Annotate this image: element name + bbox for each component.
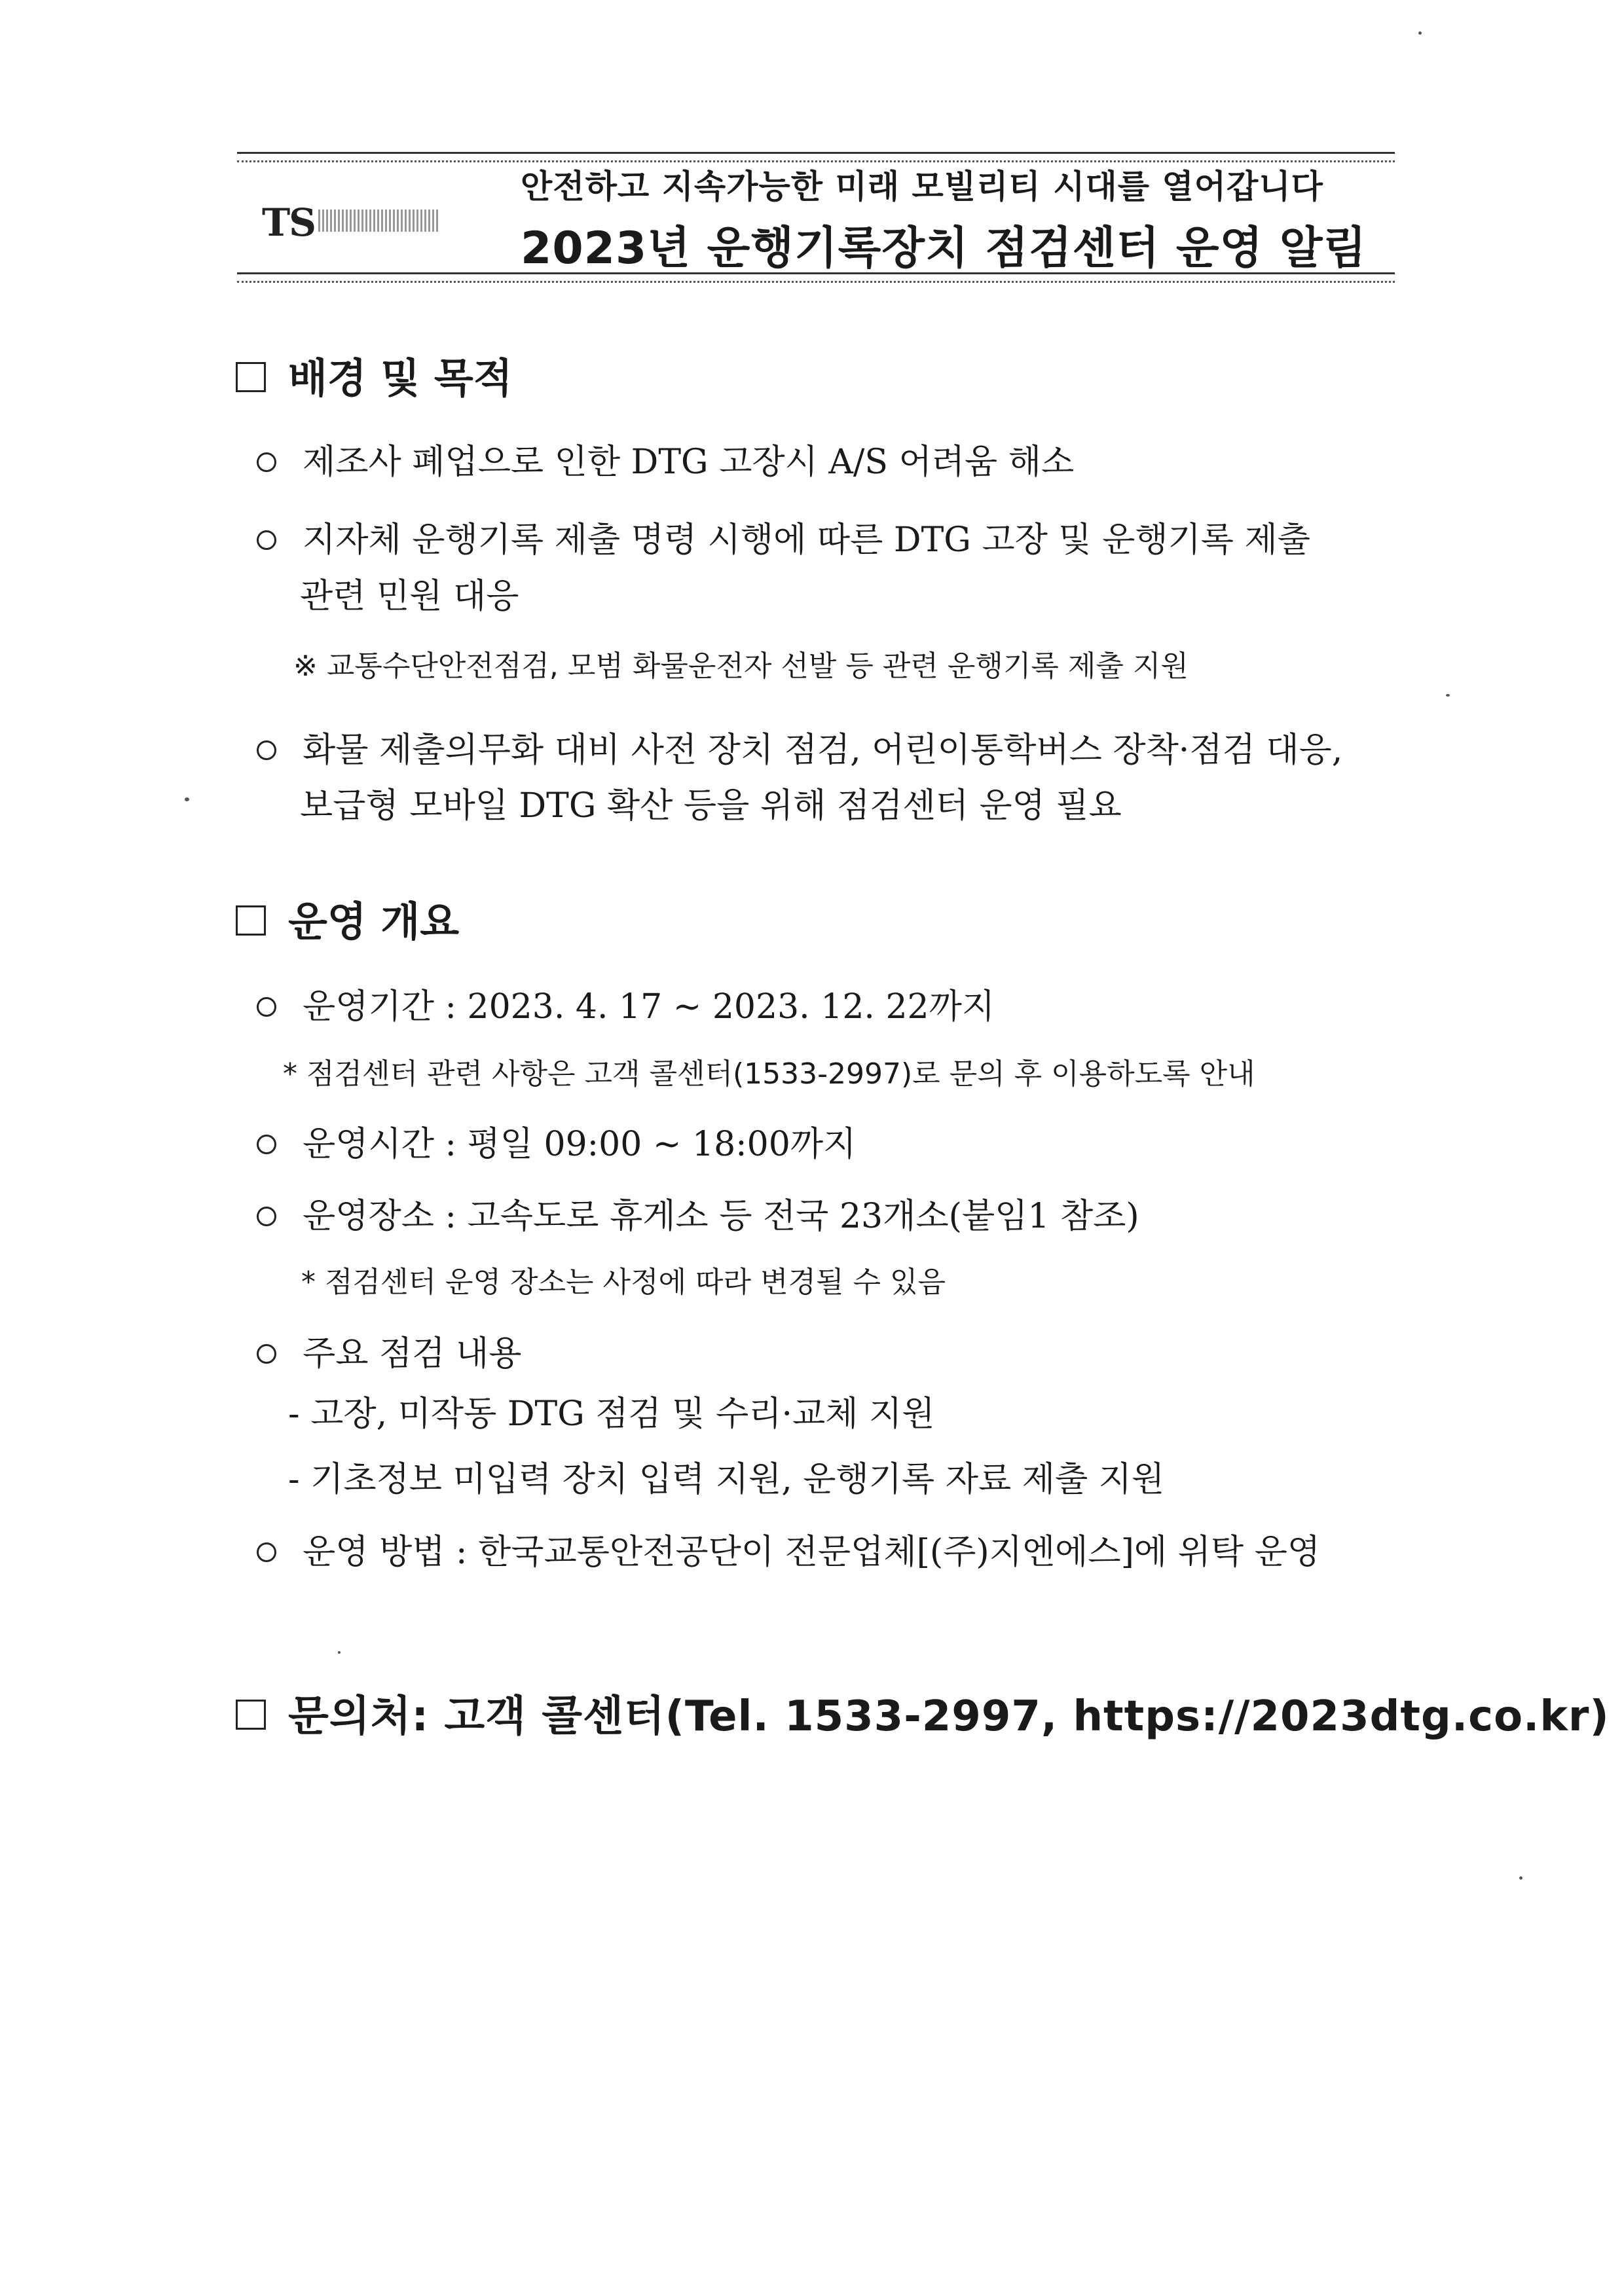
slogan: 안전하고 지속가능한 미래 모빌리티 시대를 열어갑니다	[521, 168, 1323, 206]
circle-bullet-icon	[257, 1344, 276, 1364]
list-item: 운영 방법 : 한국교통안전공단이 전문업체[(주)지엔에스]에 위탁 운영	[257, 1524, 1320, 1573]
section-heading-background: 배경 및 목적	[236, 346, 513, 404]
reference-note: * 점검센터 관련 사항은 고객 콜센터(1533-2997)로 문의 후 이용하도록 안내	[283, 1057, 1255, 1091]
list-item: 화물 제출의무화 대비 사전 장치 점검, 어린이통학버스 장착·점검 대응,	[257, 722, 1342, 771]
reference-note: ※ 교통수단안전점검, 모범 화물운전자 선발 등 관련 운행기록 제출 지원	[293, 649, 1189, 683]
logo-wordmark	[318, 210, 440, 232]
list-item: 운영시간 : 평일 09:00 ~ 18:00까지	[257, 1116, 856, 1165]
contact-line: 문의처: 고객 콜센터(Tel. 1533-2997, https://2023dtg.co.kr)	[236, 1683, 1610, 1743]
circle-bullet-icon	[257, 1135, 276, 1154]
circle-bullet-icon	[257, 740, 276, 760]
ts-logo	[262, 200, 445, 245]
list-item: 제조사 폐업으로 인한 DTG 고장시 A/S 어려움 해소	[257, 434, 1074, 483]
checkbox-square-icon	[236, 905, 266, 936]
logo-text: TS	[262, 200, 316, 245]
circle-bullet-icon	[257, 1207, 276, 1226]
scan-speck	[185, 797, 189, 801]
page-title: 2023년 운행기록장치 점검센터 운영 알림	[521, 223, 1367, 274]
circle-bullet-icon	[257, 997, 276, 1017]
list-item: 운영기간 : 2023. 4. 17 ~ 2023. 12. 22까지	[257, 979, 995, 1028]
checkbox-square-icon	[236, 1700, 266, 1730]
scan-speck	[1519, 1876, 1522, 1880]
list-item: 주요 점검 내용	[257, 1326, 521, 1375]
scan-speck	[1446, 694, 1450, 697]
checkbox-square-icon	[236, 362, 266, 392]
scan-speck	[338, 1651, 341, 1654]
list-item: 운영장소 : 고속도로 휴게소 등 전국 23개소(붙임1 참조)	[257, 1188, 1139, 1237]
list-item-continuation: 관련 민원 대응	[300, 577, 519, 616]
section-heading-overview: 운영 개요	[236, 889, 459, 947]
list-item-continuation: 보급형 모바일 DTG 확산 등을 위해 점검센터 운영 필요	[300, 786, 1122, 826]
header-bottom-rule	[237, 272, 1395, 283]
sub-list-item: - 기초정보 미입력 장치 입력 지원, 운행기록 자료 제출 지원	[288, 1460, 1165, 1499]
circle-bullet-icon	[257, 530, 276, 550]
scan-speck	[1418, 31, 1422, 35]
circle-bullet-icon	[257, 452, 276, 472]
list-item: 지자체 운행기록 제출 명령 시행에 따른 DTG 고장 및 운행기록 제출	[257, 512, 1310, 561]
sub-list-item: - 고장, 미작동 DTG 점검 및 수리·교체 지원	[288, 1394, 935, 1434]
circle-bullet-icon	[257, 1542, 276, 1562]
reference-note: * 점검센터 운영 장소는 사정에 따라 변경될 수 있음	[301, 1266, 946, 1299]
